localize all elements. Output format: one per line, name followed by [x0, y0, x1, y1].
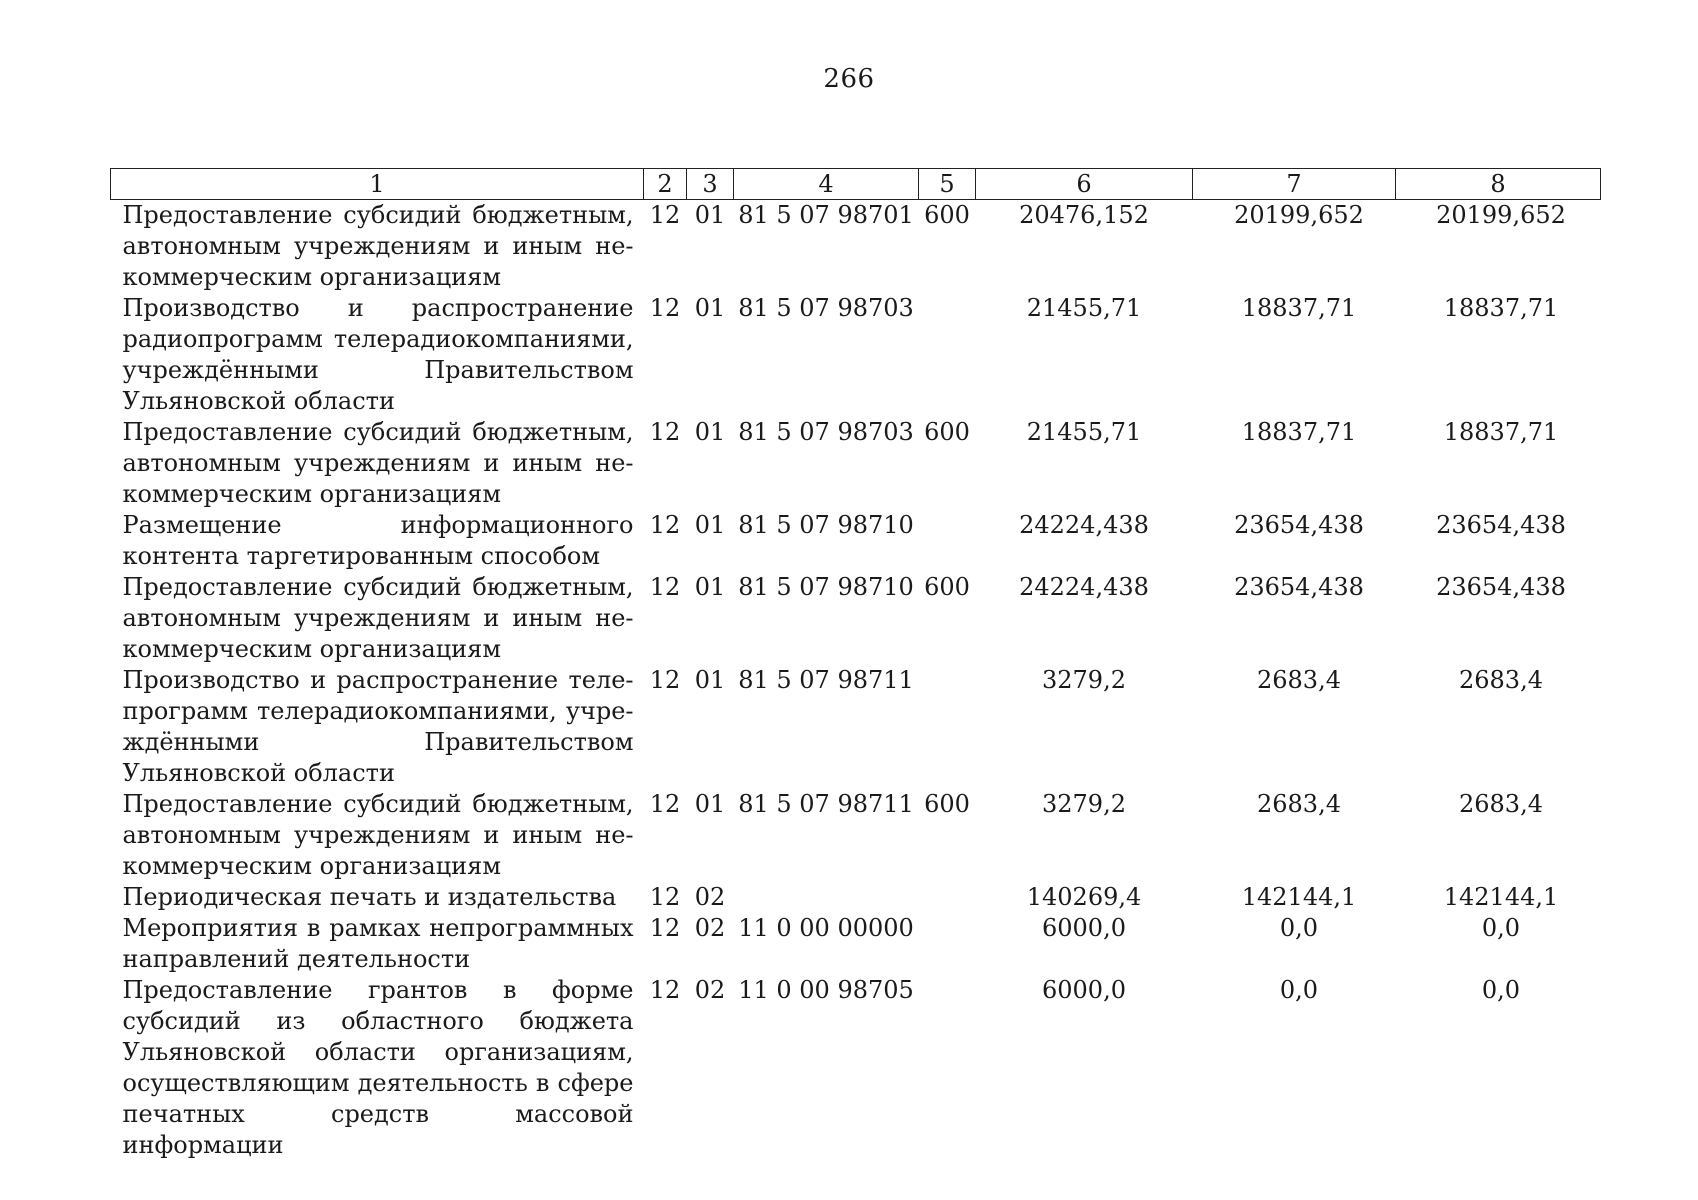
row-expense-type: 600 [924, 418, 970, 446]
row-subsection: 02 [694, 976, 726, 1004]
column-header-6: 6 [976, 169, 1193, 200]
row-subsection: 01 [694, 790, 726, 818]
row-name: Предоставление субсидий бюджетным, автономным учреждениям и иным некоммерческим организациям [122, 573, 634, 663]
column-header-2: 2 [644, 169, 687, 200]
row-expense-type: 600 [924, 573, 970, 601]
row-target-code: 81 5 07 98711 [738, 666, 914, 694]
table-row [111, 293, 1601, 417]
table-row [111, 913, 1601, 975]
row-value-7: 142144,1 [1241, 883, 1357, 911]
row-value-6: 21455,71 [1026, 418, 1142, 446]
row-name: Мероприятия в рамках непрограммных направлений деятельности [122, 914, 634, 973]
row-expense-type: 600 [924, 201, 970, 229]
row-target-code: 81 5 07 98703 [738, 294, 914, 322]
row-name: Производство и распространение телепрограмм телерадиокомпаниями, учреждёнными Правительством Ульяновской области [122, 666, 634, 787]
column-header-7: 7 [1193, 169, 1396, 200]
row-expense-type [919, 882, 976, 913]
column-header-4: 4 [734, 169, 919, 200]
row-subsection: 01 [694, 573, 726, 601]
row-name: Периодическая печать и издательства [122, 883, 617, 911]
row-section: 12 [649, 790, 681, 818]
row-expense-type [919, 665, 976, 789]
table-row [111, 665, 1601, 789]
row-value-6: 3279,2 [1042, 790, 1126, 818]
row-value-8: 20199,652 [1436, 201, 1566, 229]
row-value-6: 24224,438 [1019, 511, 1149, 539]
row-value-6: 3279,2 [1042, 666, 1126, 694]
row-value-8: 142144,1 [1443, 883, 1559, 911]
row-value-6: 6000,0 [1042, 914, 1126, 942]
row-target-code [734, 882, 919, 913]
row-section: 12 [649, 294, 681, 322]
row-value-8: 0,0 [1481, 914, 1521, 942]
budget-table [110, 168, 1601, 1161]
table-row [111, 882, 1601, 913]
row-value-7: 0,0 [1279, 976, 1319, 1004]
row-subsection: 01 [694, 201, 726, 229]
row-name: Предоставление субсидий бюджетным, автономным учреждениям и иным некоммерческим организациям [122, 790, 634, 880]
row-value-6: 20476,152 [1019, 201, 1149, 229]
row-value-8: 18837,71 [1443, 418, 1559, 446]
column-header-5: 5 [919, 169, 976, 200]
table-row [111, 510, 1601, 572]
row-section: 12 [649, 201, 681, 229]
table-row [111, 975, 1601, 1161]
table-row [111, 200, 1601, 294]
row-value-7: 2683,4 [1257, 666, 1341, 694]
row-subsection: 01 [694, 294, 726, 322]
row-value-8: 2683,4 [1459, 790, 1543, 818]
row-value-7: 18837,71 [1241, 418, 1357, 446]
page-number: 266 [823, 64, 875, 94]
row-subsection: 01 [694, 511, 726, 539]
row-value-7: 23654,438 [1234, 511, 1364, 539]
row-section: 12 [649, 511, 681, 539]
row-expense-type [919, 975, 976, 1161]
row-section: 12 [649, 883, 681, 911]
row-name: Предоставление грантов в форме субсидий из областного бюджета Ульяновской области организациям, осуществляющим деятельность в сфере печатных средств массовой информации [122, 976, 634, 1159]
row-value-7: 0,0 [1279, 914, 1319, 942]
row-value-7: 2683,4 [1257, 790, 1341, 818]
row-section: 12 [649, 666, 681, 694]
row-section: 12 [649, 418, 681, 446]
row-expense-type: 600 [924, 790, 970, 818]
table-body [111, 200, 1601, 1162]
row-value-7: 20199,652 [1234, 201, 1364, 229]
header-row [111, 169, 1601, 200]
table-row [111, 417, 1601, 510]
row-subsection: 02 [694, 883, 726, 911]
row-target-code: 11 0 00 98705 [738, 976, 914, 1004]
row-subsection: 02 [694, 914, 726, 942]
row-value-6: 6000,0 [1042, 976, 1126, 1004]
table-row [111, 789, 1601, 882]
row-expense-type [919, 510, 976, 572]
row-expense-type [919, 293, 976, 417]
column-header-8: 8 [1396, 169, 1601, 200]
row-section: 12 [649, 976, 681, 1004]
row-name: Производство и распространение радиопрограмм телерадиокомпаниями, учреждёнными Правительством Ульяновской области [122, 294, 634, 415]
row-value-7: 23654,438 [1234, 573, 1364, 601]
row-section: 12 [649, 573, 681, 601]
row-subsection: 01 [694, 418, 726, 446]
table-header [111, 169, 1601, 200]
row-name: Предоставление субсидий бюджетным, автономным учреждениям и иным некоммерческим организациям [122, 418, 634, 508]
row-subsection: 01 [694, 666, 726, 694]
row-value-8: 18837,71 [1443, 294, 1559, 322]
row-name: Размещение информационного контента таргетированным способом [122, 511, 634, 570]
row-target-code: 11 0 00 00000 [738, 914, 914, 942]
column-header-3: 3 [687, 169, 734, 200]
row-value-7: 18837,71 [1241, 294, 1357, 322]
row-target-code: 81 5 07 98710 [738, 511, 914, 539]
row-expense-type [919, 913, 976, 975]
column-header-1: 1 [111, 169, 644, 200]
row-target-code: 81 5 07 98701 [738, 201, 914, 229]
row-target-code: 81 5 07 98710 [738, 573, 914, 601]
row-section: 12 [649, 914, 681, 942]
row-target-code: 81 5 07 98711 [738, 790, 914, 818]
row-value-8: 0,0 [1481, 976, 1521, 1004]
row-value-6: 140269,4 [1026, 883, 1142, 911]
row-value-6: 24224,438 [1019, 573, 1149, 601]
row-value-8: 2683,4 [1459, 666, 1543, 694]
row-value-8: 23654,438 [1436, 573, 1566, 601]
table-row [111, 572, 1601, 665]
row-value-6: 21455,71 [1026, 294, 1142, 322]
row-name: Предоставление субсидий бюджетным, автономным учреждениям и иным некоммерческим организациям [122, 201, 634, 291]
row-target-code: 81 5 07 98703 [738, 418, 914, 446]
row-value-8: 23654,438 [1436, 511, 1566, 539]
